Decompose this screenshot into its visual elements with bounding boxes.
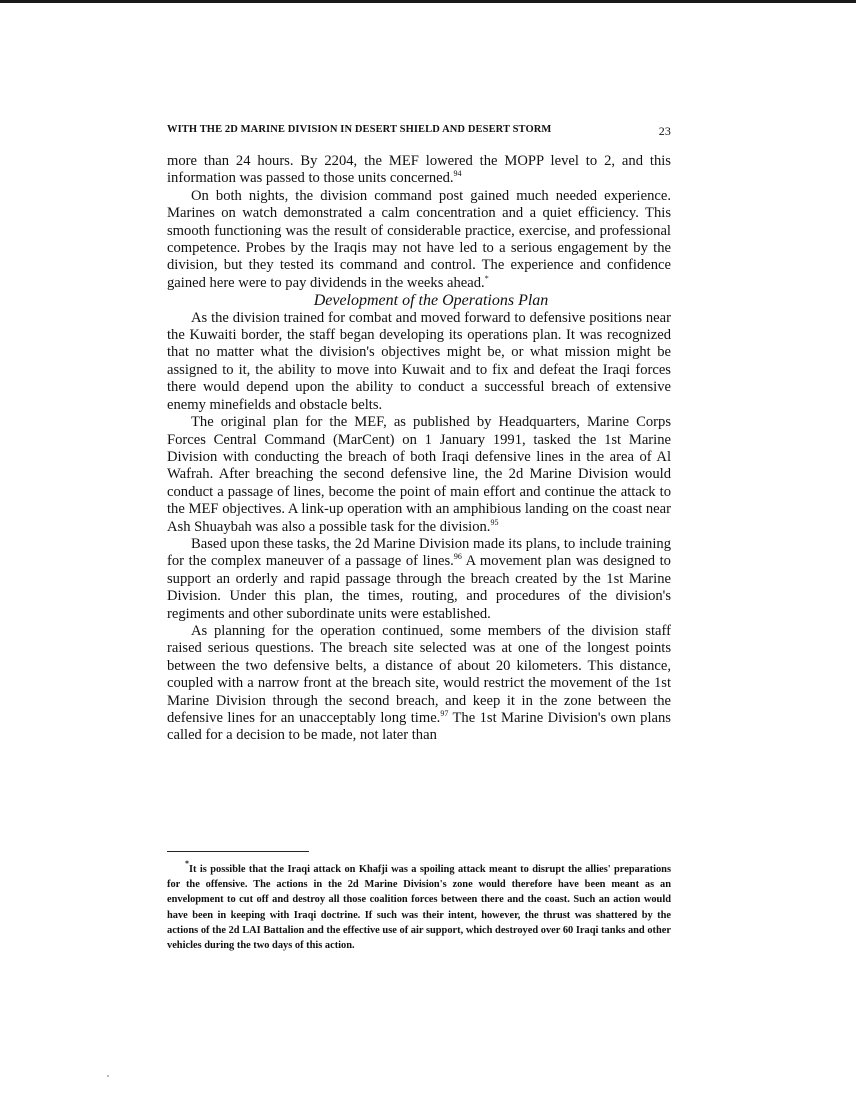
paragraph-6 <box>167 623 671 745</box>
body-text <box>167 153 671 745</box>
paragraph-1 <box>167 153 671 188</box>
scan-speck <box>107 1075 109 1077</box>
footnote-text: It is possible that the Iraqi attack on Khafji was a spoiling attack meant to disrupt the allies' preparations for the offensive. The actions in the 2d Marine Division's zone would therefore have been meant as an envelopment to cut off and destroy all those coalition forces between there and the coast. Such an action would have been in keeping with Iraqi doctrine. If such was their intent, however, the thrust was shattered by the actions of the 2d LAI Battalion and the effective use of air support, which destroyed over 60 Iraqi tanks and other vehicles during the two days of this action. <box>167 864 671 952</box>
running-head <box>167 124 671 140</box>
top-edge-rule <box>0 0 856 3</box>
paragraph-4-text: The original plan for the MEF, as published by Headquarters, Marine Corps Forces Central Command (MarCent) on 1 January 1991, tasked the 1st Marine Division with conducting the breach of both Iraqi defensive lines in the area of Al Wafrah. After breaching the second defensive line, the 2d Marine Division would conduct a passage of lines, become the point of main effort and continue the attack to the MEF objectives. A link-up operation with an amphibious landing on the coast near Ash Shuaybah was also a possible task for the division. <box>167 414 671 535</box>
paragraph-6-text-a: As planning for the operation continued, some members of the division staff raised serious questions. The breach site selected was at one of the longest points between the two defensive belts, a distance of about 20 kilometers. This distance, coupled with a narrow front at the breach site, would restrict the movement of the 1st Marine Division through the second breach, and keep it in the zone between the defensive lines for an unacceptably long time. <box>167 622 671 726</box>
footnote-rule <box>167 851 309 852</box>
paragraph-5 <box>167 536 671 623</box>
note-ref-94: 94 <box>453 169 462 179</box>
section-heading: Development of the Operations Plan <box>313 292 549 310</box>
paragraph-3-text: As the division trained for combat and moved forward to defensive positions near the Kuwaiti border, the staff began developing its operations plan. It was recognized that no matter what the division's objectives might be, or what mission might be assigned to it, the ability to move into Kuwait and to fix and defeat the Iraqi forces there would depend upon the ability to conduct a successful breach of extensive enemy minefields and obstacle belts. <box>167 309 671 413</box>
paragraph-1-text: more than 24 hours. By 2204, the MEF lowered the MOPP level to 2, and this information was passed to those units concerned. <box>167 153 671 187</box>
paragraph-5-text-b: A movement plan was designed to support an orderly and rapid passage through the breach created by the 1st Marine Division. Under this plan, the times, routing, and procedures of the division's regiments and other subordinate units were established. <box>167 553 671 622</box>
paragraph-2-text: On both nights, the division command post gained much needed experience. Marines on watch demonstrated a calm concentration and a quiet efficiency. This smooth functioning was the result of considerable practice, exercise, and professional competence. Probes by the Iraqis may not have led to a serious engagement by the division, but they tested its command and control. The experience and confidence gained here were to pay dividends in the weeks ahead. <box>167 187 671 291</box>
paragraph-4 <box>167 414 671 536</box>
footnote <box>167 859 671 953</box>
note-ref-96: 96 <box>453 552 462 562</box>
paragraph-3 <box>167 310 671 414</box>
paragraph-5-text-a: Based upon these tasks, the 2d Marine Division made its plans, to include training for the complex maneuver of a passage of lines. <box>167 535 671 570</box>
running-title: WITH THE 2D MARINE DIVISION IN DESERT SHIELD AND DESERT STORM <box>167 124 552 135</box>
note-ref-97: 97 <box>440 709 449 718</box>
page-number: 23 <box>658 124 671 138</box>
note-ref-95: 95 <box>490 517 499 527</box>
footnote-marker: * <box>185 859 189 868</box>
paragraph-6-text-b: The 1st Marine Division's own plans called for a decision to be made, not later than <box>167 710 671 744</box>
note-ref-asterisk: * <box>484 273 489 283</box>
paragraph-2 <box>167 188 671 292</box>
